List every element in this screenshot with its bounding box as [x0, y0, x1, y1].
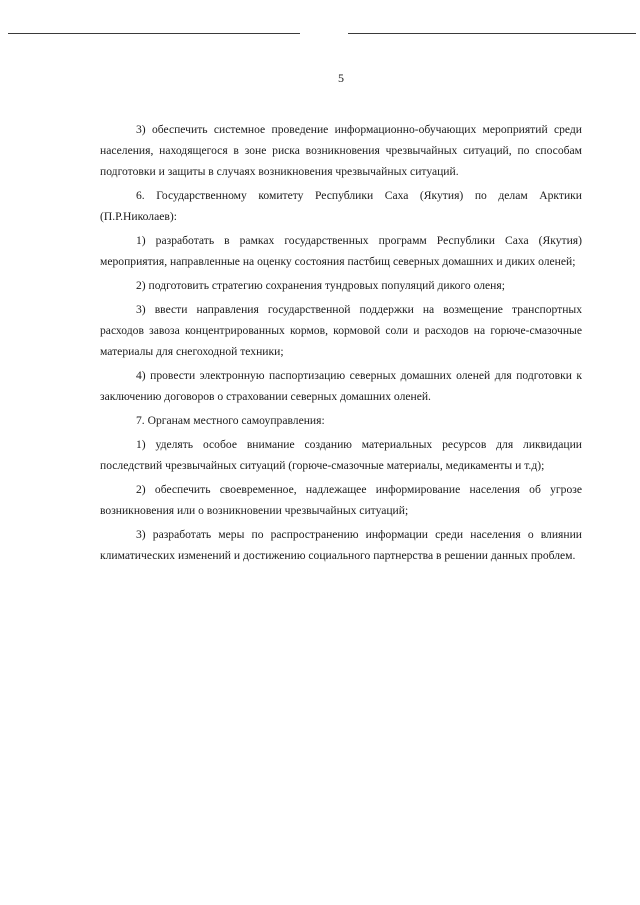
page-number: 5: [338, 71, 344, 85]
paragraph-section-6-arctic-committee: 6. Государственному комитету Республики Саха (Якутия) по делам Арктики (П.Р.Николаев):: [100, 189, 582, 223]
paragraph-item-3-state-support: 3) ввести направления государственной поддержки на возмещение транспортных расходов завоза концентрированных кормов, кормовой соли и расходов на горюче-смазочные материалы для снегоходной техники;: [100, 303, 582, 358]
paragraph-section-7-local-government: 7. Органам местного самоуправления:: [136, 414, 325, 427]
paragraph-item-3-population-training: 3) обеспечить системное проведение информационно-обучающих мероприятий среди населения, находящегося в зоне риска возникновения чрезвычайных ситуаций, по способам подготовки и защиты в случаях возникновения чрезвычайных ситуаций.: [100, 123, 582, 178]
paragraph-item-2-timely-notification: 2) обеспечить своевременное, надлежащее информирование населения об угрозе возникновения или о возникновении чрезвычайных ситуаций;: [100, 483, 582, 517]
paragraph-item-4-electronic-registration: 4) провести электронную паспортизацию северных домашних оленей для подготовки к заключению договоров о страховании северных домашних оленей.: [100, 369, 582, 403]
paragraph-item-2-reindeer-strategy: 2) подготовить стратегию сохранения тундровых популяций дикого оленя;: [136, 279, 505, 292]
page-top-edge-gap: [300, 31, 348, 36]
paragraph-item-1-material-resources: 1) уделять особое внимание созданию материальных ресурсов для ликвидации последствий чрезвычайных ситуаций (горюче-смазочные материалы, медикаменты и т.д);: [100, 438, 582, 472]
paragraph-item-3-climate-information: 3) разработать меры по распространению информации среди населения о влиянии климатических изменений и достижению социального партнерства в решении данных проблем.: [100, 528, 582, 562]
paragraph-item-1-pasture-assessment: 1) разработать в рамках государственных программ Республики Саха (Якутия) мероприятия, направленные на оценку состояния пастбищ северных домашних и диких оленей;: [100, 234, 582, 268]
document-body: [100, 119, 582, 566]
